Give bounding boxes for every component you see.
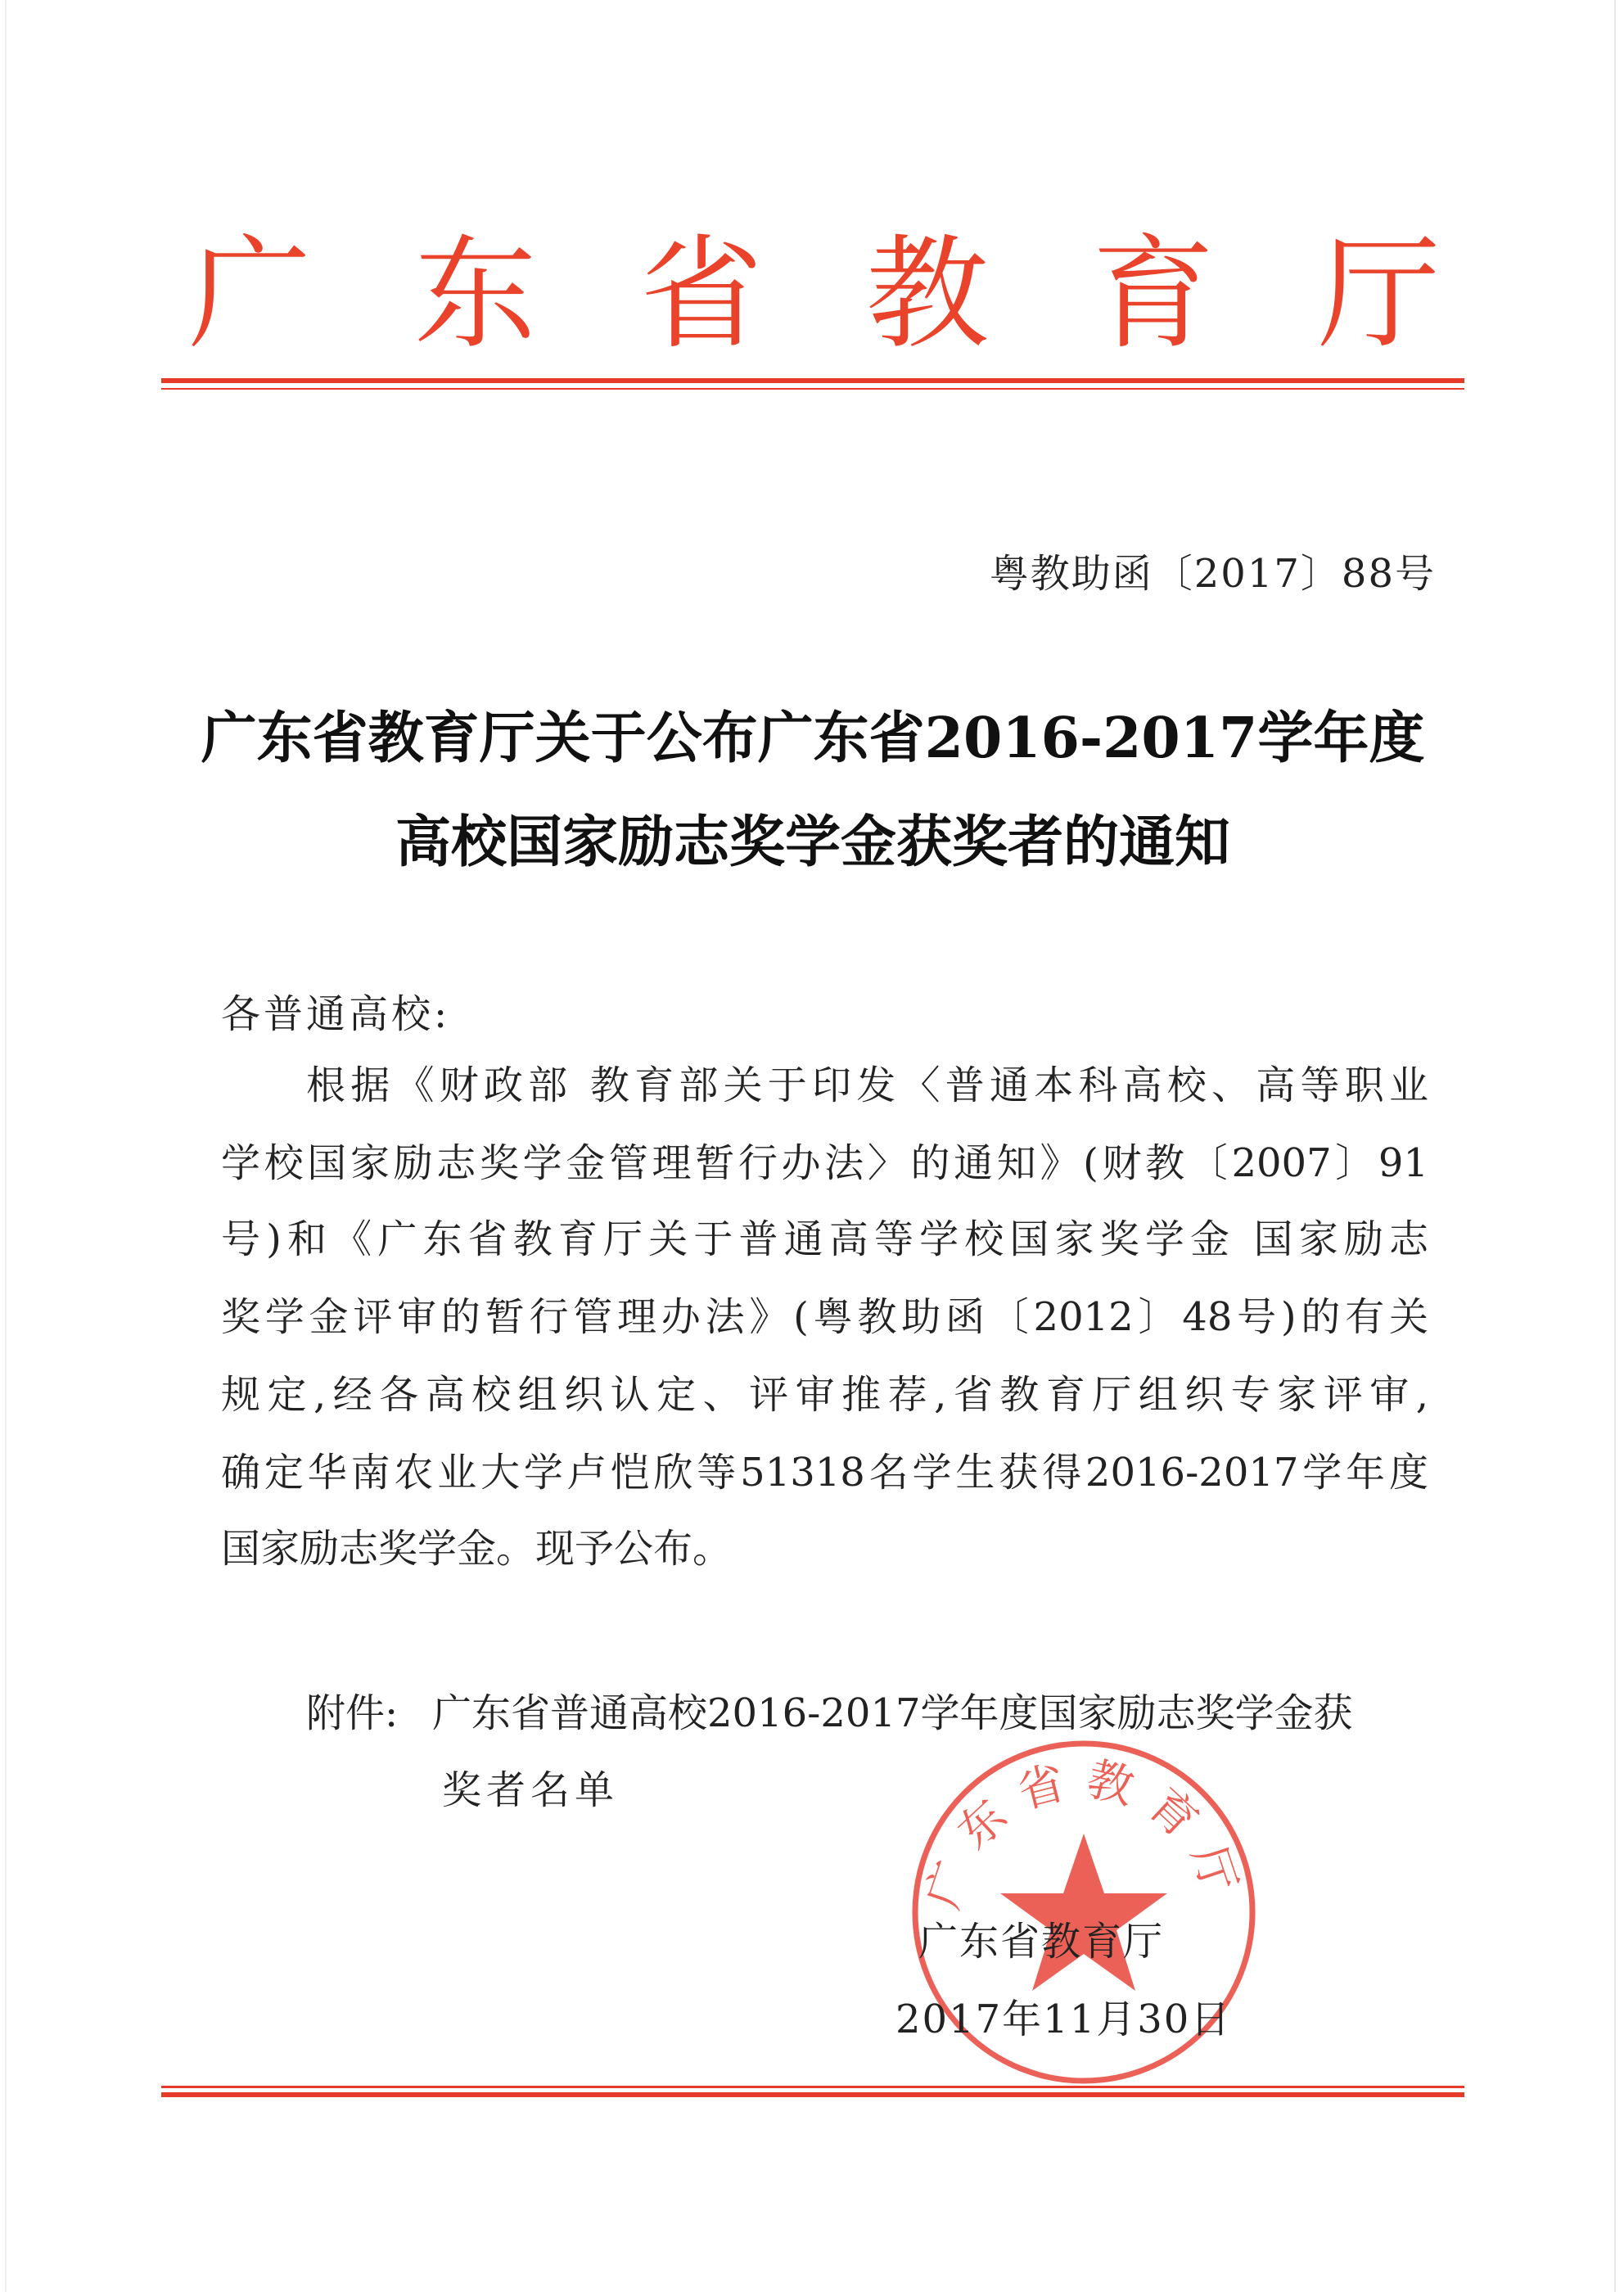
masthead-char: 东 — [413, 223, 537, 366]
issuer: 广东省教育厅 — [918, 1919, 1165, 1965]
masthead-char: 省 — [639, 223, 763, 366]
body-line: 号)和《广东省教育厅关于普通高等学校国家奖学金 国家励志 — [221, 1216, 1428, 1262]
page-edge-left — [5, 0, 7, 2292]
body-line: 奖学金评审的暂行管理办法》(粤教助函〔2012〕48号)的有关 — [221, 1294, 1428, 1340]
issue-date: 2017年11月30日 — [895, 1996, 1232, 2042]
seal-text: 广东省教育厅 — [916, 1752, 1252, 1915]
body-line: 学校国家励志奖学金管理暂行办法〉的通知》(财教〔2007〕91 — [221, 1140, 1428, 1186]
masthead — [188, 213, 1441, 377]
body-line: 国家励志奖学金。现予公布。 — [221, 1526, 733, 1572]
title-line-2: 高校国家励志奖学金获奖者的通知 — [395, 810, 1230, 875]
attachment-line-1: 广东省普通高校2016-2017学年度国家励志奖学金获 — [432, 1690, 1353, 1736]
page-edge-right — [1614, 0, 1616, 2292]
masthead-char: 广 — [188, 223, 312, 366]
top-rule-thin — [161, 388, 1464, 390]
salutation: 各普通高校: — [221, 991, 451, 1037]
bottom-rule-thin — [161, 2086, 1464, 2088]
document-number: 粤教助函〔2017〕88号 — [989, 551, 1436, 597]
attachment-label: 附件: — [306, 1690, 399, 1736]
top-rule-thick — [161, 378, 1464, 383]
title-line-1: 广东省教育厅关于公布广东省2016-2017学年度 — [201, 706, 1425, 771]
body-line: 规定,经各高校组织认定、评审推荐,省教育厅组织专家评审, — [221, 1372, 1428, 1418]
body-line: 根据《财政部 教育部关于印发〈普通本科高校、高等职业 — [306, 1063, 1428, 1108]
attachment-line-2: 奖者名单 — [442, 1767, 620, 1813]
masthead-char: 厅 — [1317, 223, 1441, 366]
body-line: 确定华南农业大学卢恺欣等51318名学生获得2016-2017学年度 — [221, 1450, 1428, 1496]
masthead-char: 育 — [1091, 223, 1215, 366]
masthead-char: 教 — [865, 223, 989, 366]
bottom-rule-thick — [161, 2092, 1464, 2097]
